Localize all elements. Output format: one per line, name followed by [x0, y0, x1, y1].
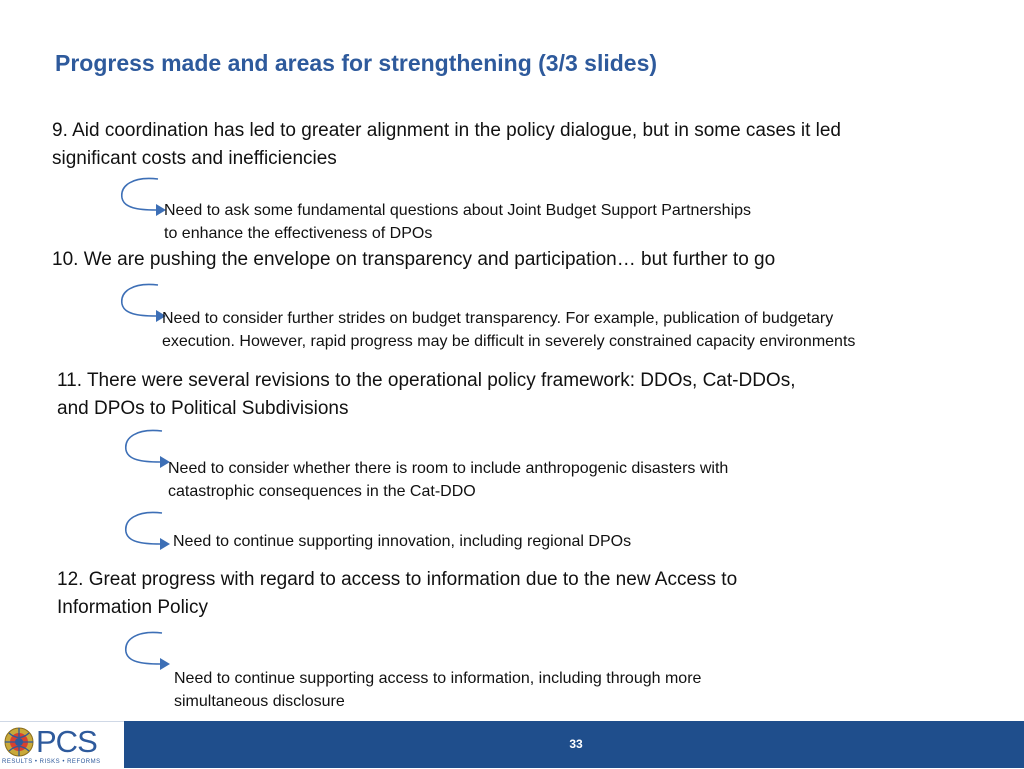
- point-12: [57, 566, 737, 622]
- logo-tagline: RESULTS • RISKS • REFORMS: [2, 759, 101, 765]
- sub-line: Need to consider further strides on budget transparency. For example, publication of budgetary: [162, 310, 834, 327]
- point-12-line2: Information Policy: [57, 597, 209, 618]
- point-11-line2: and DPOs to Political Subdivisions: [57, 398, 349, 419]
- point-11-sub-1: [168, 457, 728, 503]
- page-number: 33: [569, 737, 583, 751]
- curved-arrow-icon: [112, 176, 172, 224]
- slide-title: Progress made and areas for strengthening (3/3 slides): [55, 50, 658, 76]
- point-12-sub-1: [174, 667, 701, 713]
- sub-line: catastrophic consequences in the Cat-DDO: [168, 483, 476, 500]
- point-9-line2: significant costs and inefficiencies: [52, 148, 337, 169]
- sub-line: simultaneous disclosure: [174, 693, 345, 710]
- point-11: [57, 367, 795, 423]
- sub-line: Need to ask some fundamental questions about Joint Budget Support Partnerships: [164, 202, 752, 219]
- footer-bar: [0, 721, 1024, 768]
- point-11-sub-2: [173, 530, 631, 553]
- curved-arrow-icon: [116, 428, 176, 476]
- point-10-sub-1: [162, 307, 855, 353]
- curved-arrow-icon: [116, 510, 176, 558]
- point-9-sub-1: [164, 199, 751, 245]
- point-9: [52, 117, 841, 173]
- point-12-line1: 12. Great progress with regard to access to information due to the new Access to: [57, 569, 738, 590]
- sub-line: Need to consider whether there is room to include anthropogenic disasters with: [168, 460, 729, 477]
- sub-line: Need to continue supporting innovation, including regional DPOs: [173, 533, 632, 550]
- point-10: [52, 246, 775, 274]
- curved-arrow-icon: [116, 630, 176, 678]
- point-11-line1: 11. There were several revisions to the operational policy framework: DDOs, Cat-DDOs,: [57, 370, 796, 391]
- logo-text: PCS: [36, 724, 97, 759]
- sub-line: execution. However, rapid progress may be difficult in severely constrained capacity environments: [162, 333, 856, 350]
- point-10-line1: 10. We are pushing the envelope on transparency and participation… but further to go: [52, 249, 776, 270]
- point-9-line1: 9. Aid coordination has led to greater alignment in the policy dialogue, but in some cases it led: [52, 120, 841, 141]
- sub-line: Need to continue supporting access to information, including through more: [174, 670, 702, 687]
- sub-line: to enhance the effectiveness of DPOs: [164, 225, 433, 242]
